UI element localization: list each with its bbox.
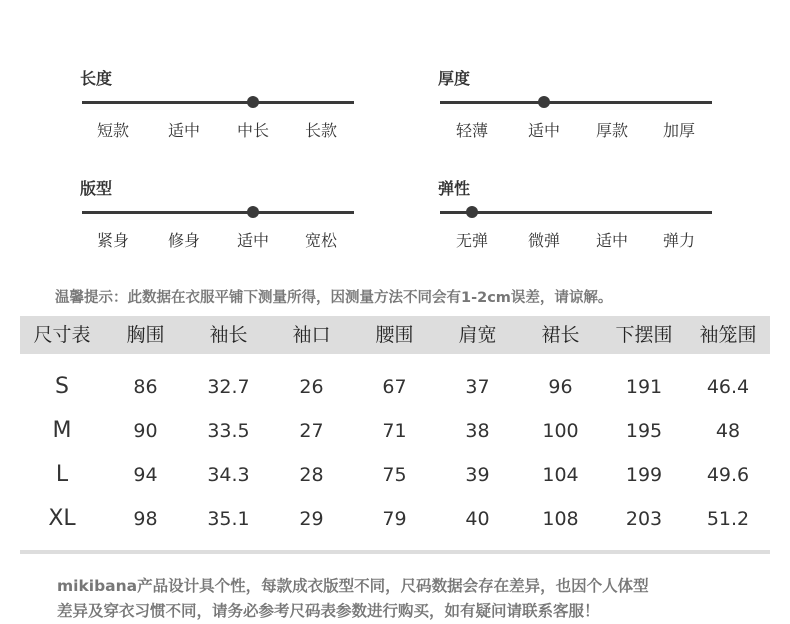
slider-option: 加厚 [662,121,696,140]
table-cell: 35.1 [207,508,250,530]
table-cell: 28 [299,464,324,486]
slider-option: 紧身 [96,231,130,250]
header-cell: 肩宽 [458,324,497,346]
measurement-note: 温馨提示：此数据在衣服平铺下测量所得，因测量方法不同会有1-2cm误差，请谅解。 [55,290,613,306]
table-cell: 94 [133,464,158,486]
size-cell: S [55,374,69,399]
table-cell: 90 [133,420,158,442]
table-cell: 86 [133,376,158,398]
table-cell: 27 [299,420,324,442]
footer-line: mikibana产品设计具个性，每款成衣版型不同，尺码数据会存在差异，也因个人体型 [57,577,649,595]
slider-fit [80,176,352,250]
table-row [20,409,770,453]
slider-option: 短款 [96,121,130,140]
table-header [20,316,770,354]
table-cell: 51.2 [706,508,750,530]
table-cell: 199 [625,464,663,486]
slider-title: 版型 [80,179,113,198]
table-body [20,354,770,541]
header-cell: 下摆围 [615,324,673,346]
header-cell: 袖口 [292,324,331,346]
slider-option: 适中 [167,121,201,140]
table-cell: 39 [465,464,490,486]
slider-track [440,101,712,104]
slider-title: 厚度 [438,69,471,88]
table-cell: 37 [465,376,490,398]
slider-marker [466,206,478,218]
slider-title: 长度 [80,69,113,88]
table-row [20,365,770,409]
header-cell: 胸围 [126,324,165,346]
table-cell: 32.7 [207,376,250,398]
slider-option: 无弹 [455,231,489,250]
size-table [20,316,770,541]
header-cell: 袖笼围 [699,324,757,346]
table-cell: 34.3 [207,464,250,486]
table-cell: 38 [465,420,490,442]
slider-option: 适中 [527,121,561,140]
table-cell: 100 [542,420,579,442]
table-cell: 75 [382,464,407,486]
table-cell: 79 [382,508,407,530]
slider-track [440,211,712,214]
slider-option: 适中 [236,231,270,250]
header-cell: 袖长 [209,324,248,346]
table-row [20,453,770,497]
table-cell: 29 [299,508,324,530]
table-cell: 104 [542,464,579,486]
footer-line: 差异及穿衣习惯不同，请务必参考尺码表参数进行购买，如有疑问请联系客服！ [57,602,600,620]
slider-track [82,211,354,214]
slider-option: 中长 [236,121,270,140]
table-cell: 33.5 [207,420,250,442]
slider-option: 适中 [595,231,629,250]
header-cell: 裙长 [541,324,580,346]
table-cell: 26 [299,376,324,398]
slider-option: 长款 [304,121,338,140]
slider-marker [247,206,259,218]
table-cell: 67 [382,376,407,398]
size-cell: L [55,462,69,487]
slider-track [82,101,354,104]
table-cell: 191 [625,376,663,398]
slider-option: 弹力 [662,231,696,250]
slider-option: 轻薄 [455,121,489,140]
table-cell: 71 [382,420,407,442]
table-cell: 203 [625,508,663,530]
slider-title: 弹性 [438,179,471,198]
header-cell: 尺寸表 [33,324,91,346]
table-row [20,497,770,541]
table-cell: 46.4 [706,376,750,398]
slider-marker [247,96,259,108]
slider-marker [538,96,550,108]
slider-elasticity [438,176,710,250]
footer-disclaimer [57,574,757,624]
slider-thickness [438,66,710,140]
divider [20,550,770,554]
table-cell: 98 [133,508,158,530]
size-cell: XL [48,506,76,531]
slider-option: 微弹 [527,231,561,250]
table-cell: 195 [625,420,663,442]
size-cell: M [52,418,72,443]
slider-option: 宽松 [304,231,338,250]
table-cell: 49.6 [706,464,750,486]
slider-option: 修身 [167,231,201,250]
table-cell: 96 [548,376,573,398]
table-cell: 40 [465,508,490,530]
header-cell: 腰围 [375,324,414,346]
slider-length [80,66,352,140]
table-cell: 108 [542,508,579,530]
slider-option: 厚款 [595,121,629,140]
table-cell: 48 [715,420,741,442]
